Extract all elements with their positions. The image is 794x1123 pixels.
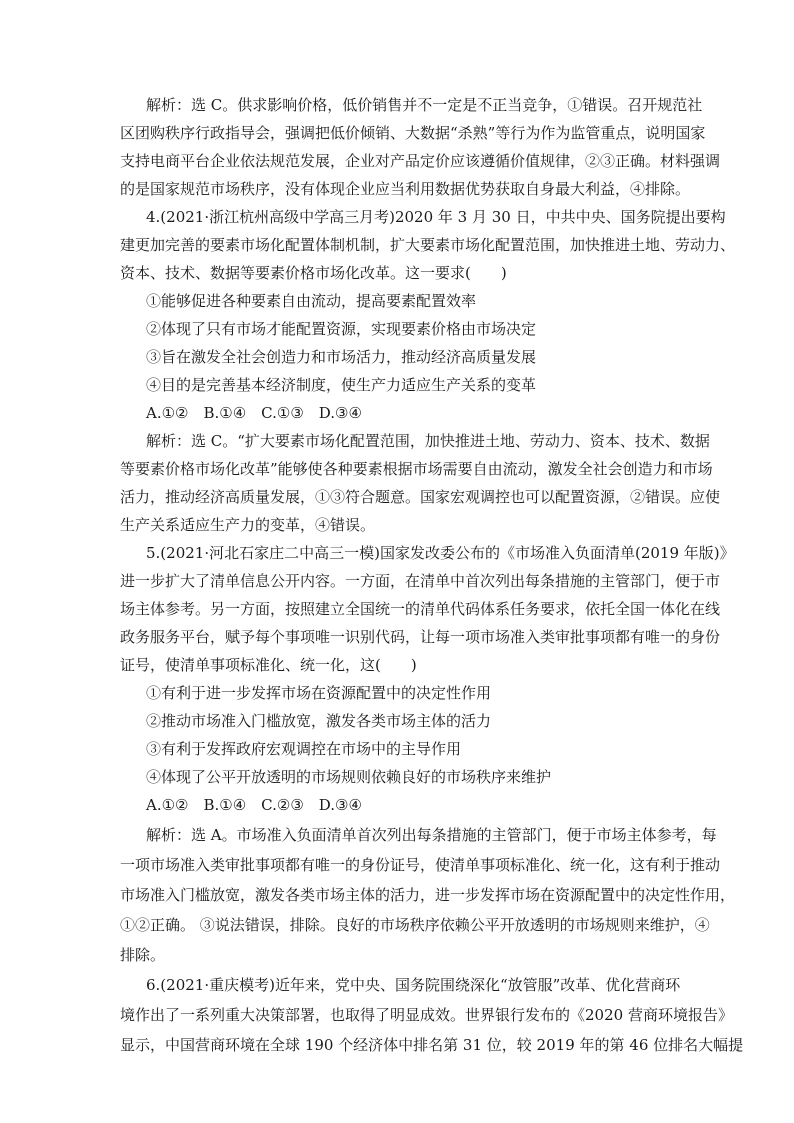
option-item: ④目的是完善基本经济制度，使生产力适应生产关系的变革 <box>146 376 537 394</box>
text-line: 解析：选 C。供求影响价格，低价销售并不一定是不正当竞争，①错误。召开规范社 <box>146 96 703 114</box>
text-line: 区团购秩序行政指导会，强调把低价倾销、大数据“杀熟”等行为作为监管重点，说明国家 <box>120 124 706 142</box>
text-line: 生产关系适应生产力的变革，④错误。 <box>120 516 376 534</box>
answer-choices: A.①② B.①④ C.②③ D.③④ <box>146 796 362 814</box>
text-line: ①②正确。 ③说法错误，排除。良好的市场秩序依赖公平开放透明的市场规则来维护，④ <box>120 916 710 934</box>
text-line: 场主体参考。另一方面，按照建立全国统一的清单代码体系任务要求，依托全国一体化在线 <box>120 600 721 618</box>
text-line: 排除。 <box>120 946 166 964</box>
text-line: 资本、技术、数据等要素价格市场化改革。这一要求( ) <box>120 264 507 282</box>
text-line: 5.(2021·河北石家庄二中高三一模)国家发改委公布的《市场准入负面清单(2019 年版)》 <box>146 544 735 562</box>
text-line: 6.(2021·重庆模考)近年来，党中央、国务院围绕深化“放管服”改革、优化营商环 <box>146 976 681 994</box>
option-item: ②推动市场准入门槛放宽，激发各类市场主体的活力 <box>146 712 492 730</box>
text-line: 建更加完善的要素市场化配置体制机制，扩大要素市场化配置范围，加快推进土地、劳动力、 <box>120 236 736 254</box>
text-line: 4.(2021·浙江杭州高级中学高三月考)2020 年 3 月 30 日，中共中央、国务院提出要构 <box>146 208 726 226</box>
option-item: ④体现了公平开放透明的市场规则依赖良好的市场秩序来维护 <box>146 768 552 786</box>
text-line: 等要素价格市场化改革”能够使各种要素根据市场需要自由流动，激发全社会创造力和市场 <box>120 460 713 478</box>
text-line: 证号，使清单事项标准化、统一化，这( ) <box>120 656 417 674</box>
text-line: 一项市场准入类审批事项都有唯一的身份证号，使清单事项标准化、统一化，这有利于推动 <box>120 856 721 874</box>
text-line: 境作出了一系列重大决策部署，也取得了明显成效。世界银行发布的《2020 营商环境报告》 <box>120 1006 733 1024</box>
text-line: 解析：选 C。“扩大要素市场化配置范围，加快推进土地、劳动力、资本、技术、数据 <box>146 432 710 450</box>
text-line: 市场准入门槛放宽，激发各类市场主体的活力，进一步发挥市场在资源配置中的决定性作用， <box>120 886 736 904</box>
answer-choices: A.①② B.①④ C.①③ D.③④ <box>146 404 362 422</box>
text-line: 活力，推动经济高质量发展，①③符合题意。国家宏观调控也可以配置资源，②错误。应使 <box>120 488 721 506</box>
option-item: ③有利于发挥政府宏观调控在市场中的主导作用 <box>146 740 462 758</box>
option-item: ①能够促进各种要素自由流动，提高要素配置效率 <box>146 292 477 310</box>
text-line: 政务服务平台，赋予每个事项唯一识别代码，让每一项市场准入类审批事项都有唯一的身份 <box>120 628 721 646</box>
option-item: ①有利于进一步发挥市场在资源配置中的决定性作用 <box>146 684 492 702</box>
option-item: ③旨在激发全社会创造力和市场活力，推动经济高质量发展 <box>146 348 537 366</box>
text-line: 进一步扩大了清单信息公开内容。一方面，在清单中首次列出每条措施的主管部门，便于市 <box>120 572 721 590</box>
text-line: 解析：选 A。市场准入负面清单首次列出每条措施的主管部门，便于市场主体参考，每 <box>146 826 717 844</box>
text-line: 支持电商平台企业依法规范发展，企业对产品定价应该遵循价值规律，②③正确。材料强调 <box>120 152 721 170</box>
text-line: 的是国家规范市场秩序，没有体现企业应当利用数据优势获取自身最大利益，④排除。 <box>120 180 691 198</box>
option-item: ②体现了只有市场才能配置资源，实现要素价格由市场决定 <box>146 320 537 338</box>
text-line: 显示，中国营商环境在全球 190 个经济体中排名第 31 位，较 2019 年的第 46 位排名大幅提 <box>120 1036 744 1054</box>
